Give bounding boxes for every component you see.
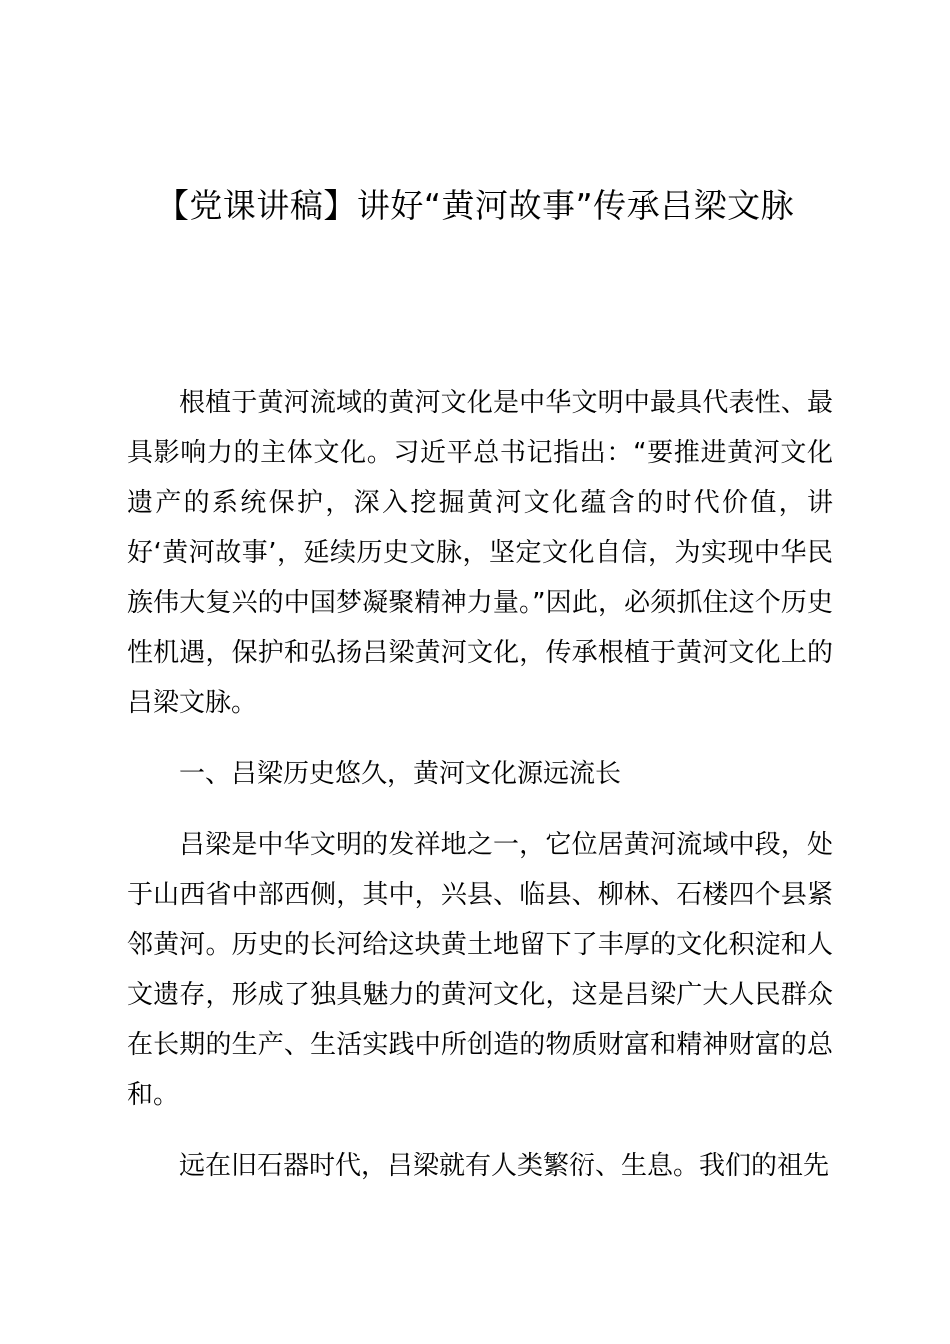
document-title: 【党课讲稿】讲好“黄河故事”传承吕梁文脉 [155,186,795,225]
paragraph-intro: 根植于黄河流域的黄河文化是中华文明中最具代表性、最具影响力的主体文化。习近平总书记指出：“要推进黄河文化遗产的系统保护，深入挖掘黄河文化蕴含的时代价值，讲好‘黄河故事’，延续历史文脉，坚定文化自信，为实现中华民族伟大复兴的中国梦凝聚精神力量。”因此，必须抓住这个历史性机遇，保护和弘扬吕梁黄河文化，传承根植于黄河文化上的吕梁文脉。 [127,388,833,718]
section-heading-1: 一、吕梁历史悠久，黄河文化源远流长 [179,759,622,789]
paragraph-lvliang-overview: 吕梁是中华文明的发祥地之一，它位居黄河流域中段，处于山西省中部西侧，其中，兴县、临县、柳林、石楼四个县紧邻黄河。历史的长河给这块黄土地留下了丰厚的文化积淀和人文遗存，形成了独具魅力的黄河文化，这是吕梁广大人民群众在长期的生产、生活实践中所创造的物质财富和精神财富的总和。 [127,830,833,1110]
paragraph-paleolithic: 远在旧石器时代，吕梁就有人类繁衍、生息。我们的祖先 [179,1151,830,1181]
document-body [127,378,833,1191]
